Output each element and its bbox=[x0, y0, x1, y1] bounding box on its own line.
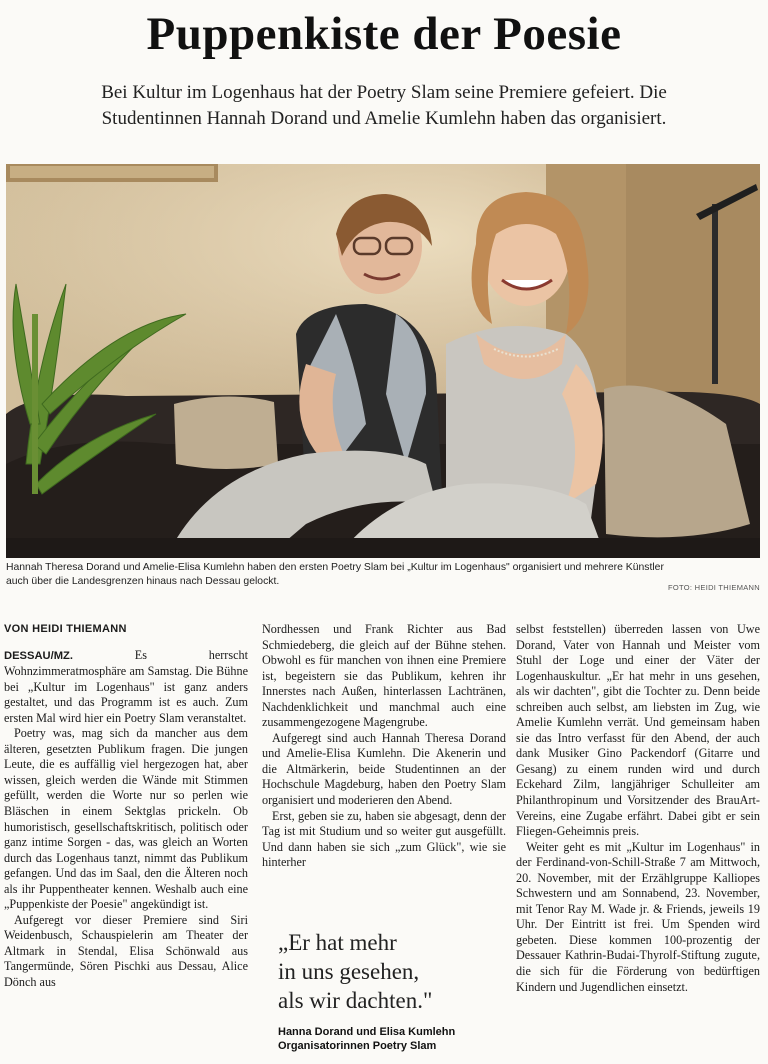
pull-quote-attribution bbox=[278, 1025, 506, 1053]
pull-quote-text bbox=[278, 928, 506, 1015]
paragraph: Nordhessen und Frank Richter aus Bad Schmiedeberg, die gleich auf der Bühne stehen. Obwohl es für manchen von ihnen eine Premiere ist, begeistern sie das Publikum, kehren ihr Innerstes nach Außen, hinterlassen Lachtränen, Nachdenklichkeit und manchmal auch eine zusammengezogene Magengrube. bbox=[262, 622, 506, 730]
dateline: DESSAU/MZ. bbox=[4, 649, 73, 662]
pull-quote-line: „Er hat mehr bbox=[278, 930, 397, 955]
article-photo bbox=[6, 164, 760, 558]
article-column-3 bbox=[516, 622, 760, 995]
paragraph-text: Es herrscht Wohnzimmeratmosphäre am Samstag. Die Bühne bei „Kultur im Logenhaus" ist ganz anders gestaltet, und das Programm ist es auch. Zum ersten Mal wird hier ein Poetry Slam veranstaltet. bbox=[4, 647, 248, 725]
pull-quote-line: als wir dachten." bbox=[278, 988, 433, 1013]
headline: Puppenkiste der Poesie bbox=[146, 8, 622, 60]
subheadline-line-1: Bei Kultur im Logenhaus hat der Poetry Slam seine Premiere gefeiert. Die bbox=[101, 82, 667, 103]
subheadline-line-2: Studentinnen Hannah Dorand und Amelie Kumlehn haben das organisiert. bbox=[101, 108, 667, 129]
attribution-names: Hanna Dorand und Elisa Kumlehn bbox=[278, 1026, 456, 1038]
subheadline bbox=[20, 80, 748, 132]
pull-quote-line: in uns gesehen, bbox=[278, 959, 420, 984]
article-column-2 bbox=[262, 622, 506, 871]
paragraph: Aufgeregt sind auch Hannah Theresa Dorand und Amelie-Elisa Kumlehn. Die Akenerin und die Altmärkerin, beide Studentinnen an der Hochschule Magdeburg, haben den Poetry Slam organisiert und moderieren den Abend. bbox=[262, 730, 506, 808]
photo-credit: FOTO: HEIDI THIEMANN bbox=[668, 583, 760, 592]
caption-line-1: Hannah Theresa Dorand und Amelie-Elisa Kumlehn haben den ersten Poetry Slam bei „Kultur im Logenhaus" organisiert und mehrere Künstler bbox=[6, 562, 664, 573]
paragraph bbox=[4, 648, 248, 727]
pull-quote bbox=[278, 928, 506, 1053]
paragraph: Erst, geben sie zu, haben sie abgesagt, denn der Tag ist mit Studium und so weiter gut ausgefüllt. Und dann haben sie sich „zum Glück", wie sie hinterher bbox=[262, 808, 506, 870]
paragraph: Weiter geht es mit „Kultur im Logenhaus" in der Ferdinand-von-Schill-Straße 7 am Mittwoch, 20. November, mit der Erzählgruppe Kalliopes Schwestern und am Sonnabend, 23. November, mit Tenor Ray M. Wade jr. & Friends, jeweils 19 Uhr. Der Eintritt ist frei. Um Spenden wird gebeten. Diese kommen 100-prozentig der Dessauer Kathrin-Budai-Thyrolf-Stiftung zugute, die sich für die Förderung von bedürftigen Kindern und Jugendlichen einsetzt. bbox=[516, 839, 760, 994]
attribution-role: Organisatorinnen Poetry Slam bbox=[278, 1040, 437, 1052]
photo-caption bbox=[6, 561, 760, 588]
caption-line-2: auch über die Landesgrenzen hinaus nach Dessau gelockt. bbox=[6, 575, 280, 587]
byline: VON HEIDI THIEMANN bbox=[4, 623, 127, 635]
article-column-1 bbox=[4, 622, 248, 991]
paragraph: Aufgeregt vor dieser Premiere sind Siri Weidenbusch, Schauspielerin am Theater der Altmark in Stendal, Elisa Schönwald aus Tangermünde, Sören Pischki aus Dessau, Alice Dönch aus bbox=[4, 912, 248, 990]
paragraph: selbst feststellen) überreden lassen von Uwe Dorand, Vater von Hannah und Meister vom Stuhl der Loge und einer der Väter der Logenhauskultur. „Er hat mehr in uns gesehen, als wir dachten", gibt die Tochter zu. Denn beide schreiben auch selbst, am liebsten im Zug, wie Amelie Kumlehn verrät. Und gemeinsam haben sie das Intro verfasst für den Abend, der auch dank Musiker Gino Packendorf (Gitarre und Gesang) zu einem runden wird und durch Eckehard Zilm, langjähriger Schulleiter am Philanthropinum und Vorsitzender des BrauArt-Vereins, eine Zugabe erfährt. Dabei gibt er sein Fliegen-Geheimnis preis. bbox=[516, 622, 760, 839]
paragraph: Poetry was, mag sich da mancher aus dem älteren, gesetzten Publikum fragen. Die jungen Leute, die es auffällig viel hergezogen hat, aber wissen, gleich werden die Wände mit Stimmen gefüllt, werden die Worte nur so perlen wie Bläschen in einem Sektglas prickeln. Ob humoristisch, gesellschaftskritisch, politisch oder ganz intime Sorgen - das, was gleich an Worten durch das Logenhaus tanzt, nimmt das Publikum gefangen. Und das im Saal, den die Älteren noch als ihr Puppentheater kennen. Weshalb auch eine „Puppenkiste der Poesie" angekündigt ist. bbox=[4, 726, 248, 912]
